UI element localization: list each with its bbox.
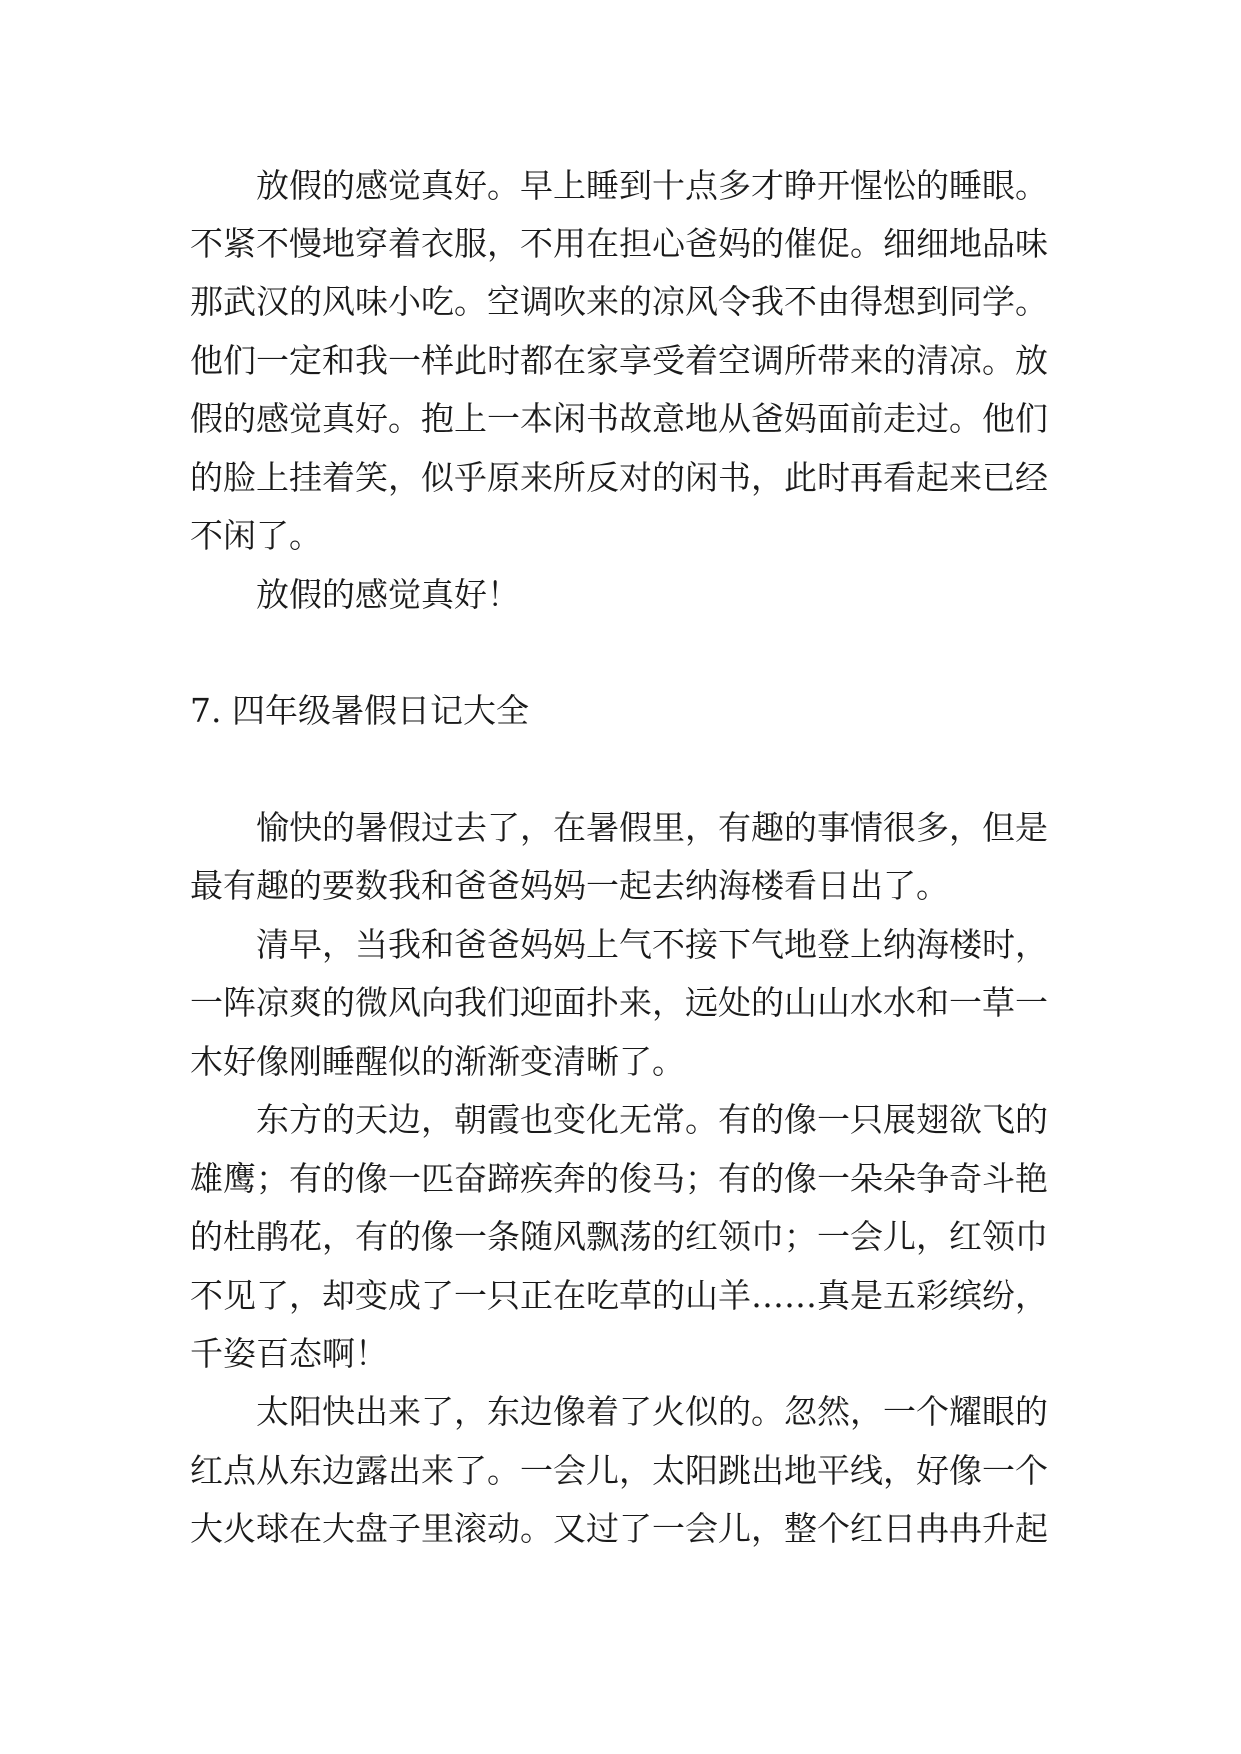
paragraph-line: 大火球在大盘子里滚动。又过了一会儿，整个红日冉冉升起 — [190, 1509, 1048, 1548]
paragraph-line: 那武汉的风味小吃。空调吹来的凉风令我不由得想到同学。 — [190, 282, 1048, 321]
paragraph-line: 他们一定和我一样此时都在家享受着空调所带来的清凉。放 — [190, 341, 1048, 380]
paragraph-line: 放假的感觉真好！ — [256, 575, 520, 614]
paragraph-line: 雄鹰；有的像一匹奋蹄疾奔的俊马；有的像一朵朵争奇斗艳 — [190, 1159, 1048, 1198]
paragraph-line: 的脸上挂着笑，似乎原来所反对的闲书，此时再看起来已经 — [190, 458, 1048, 497]
paragraph-line: 一阵凉爽的微风向我们迎面扑来，远处的山山水水和一草一 — [190, 983, 1048, 1022]
paragraph-line: 不闲了。 — [190, 516, 322, 555]
paragraph-line: 放假的感觉真好。早上睡到十点多才睁开惺忪的睡眼。 — [256, 166, 1048, 205]
paragraph-line: 太阳快出来了，东边像着了火似的。忽然，一个耀眼的 — [256, 1392, 1048, 1431]
section-heading: 7. 四年级暑假日记大全 — [190, 691, 529, 730]
paragraph-line: 不紧不慢地穿着衣服，不用在担心爸妈的催促。细细地品味 — [190, 224, 1048, 263]
paragraph-line: 的杜鹃花，有的像一条随风飘荡的红领巾；一会儿，红领巾 — [190, 1217, 1048, 1256]
paragraph-line: 愉快的暑假过去了，在暑假里，有趣的事情很多，但是 — [256, 808, 1048, 847]
paragraph-line: 最有趣的要数我和爸爸妈妈一起去纳海楼看日出了。 — [190, 866, 949, 905]
paragraph-line: 不见了，却变成了一只正在吃草的山羊……真是五彩缤纷， — [190, 1276, 1048, 1315]
paragraph-line: 清早，当我和爸爸妈妈上气不接下气地登上纳海楼时， — [256, 925, 1048, 964]
paragraph-line: 红点从东边露出来了。一会儿，太阳跳出地平线，好像一个 — [190, 1451, 1048, 1490]
paragraph-line: 千姿百态啊！ — [190, 1334, 388, 1373]
paragraph-line: 木好像刚睡醒似的渐渐变清晰了。 — [190, 1042, 685, 1081]
paragraph-line: 假的感觉真好。抱上一本闲书故意地从爸妈面前走过。他们 — [190, 399, 1048, 438]
paragraph-line: 东方的天边，朝霞也变化无常。有的像一只展翅欲飞的 — [256, 1100, 1048, 1139]
